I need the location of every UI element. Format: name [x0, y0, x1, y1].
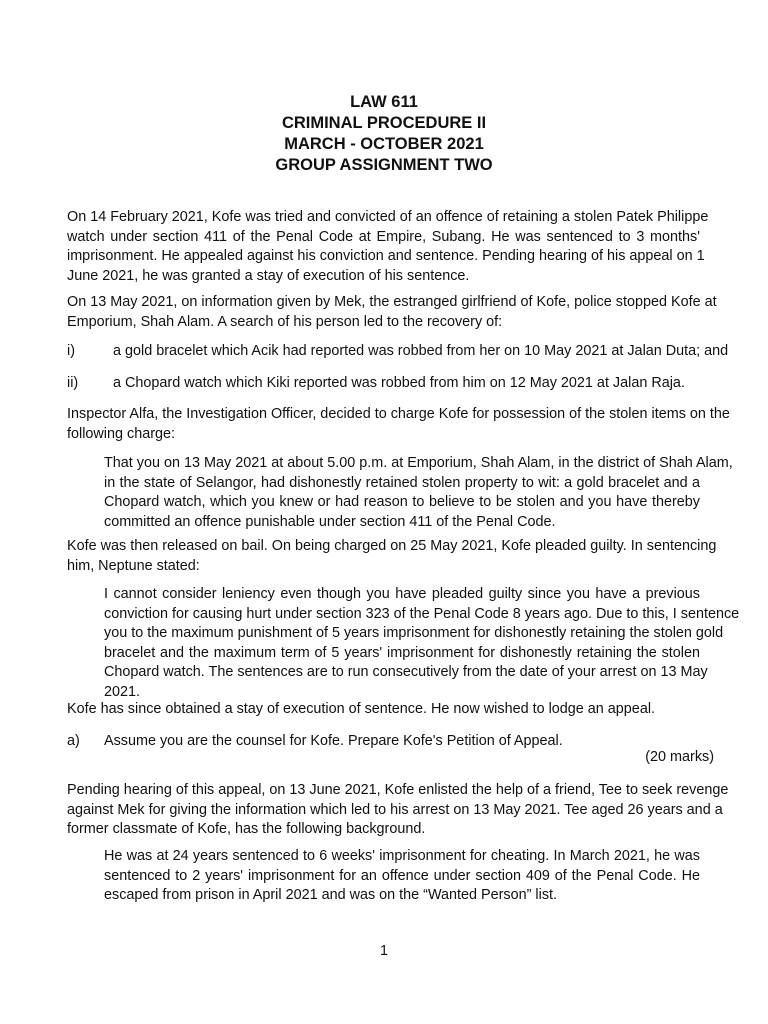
item-ii-label: ii) — [67, 375, 79, 391]
text-line: Kofe was then released on bail. On being charged on 25 May 2021, Kofe pleaded guilty. In sentencing — [67, 538, 717, 554]
text-line: committed an offence punishable under section 411 of the Penal Code. — [104, 513, 556, 530]
text-line: you to the maximum punishment of 5 years imprisonment for dishonestly retaining the stolen gold — [104, 625, 724, 642]
text-line: Emporium, Shah Alam. A search of his person led to the recovery of: — [67, 313, 503, 330]
paragraph-stay-of-execution: Kofe has since obtained a stay of execution of sentence. He now wished to lodge an appeal. — [67, 701, 656, 717]
tee-background — [104, 847, 700, 906]
page-number: 1 — [379, 943, 388, 959]
paragraph-facts — [67, 208, 709, 286]
text-line: conviction for causing hurt under section 323 of the Penal Code 8 years ago. Due to this, I sentence — [104, 605, 740, 622]
assignment-title: GROUP ASSIGNMENT TWO — [275, 156, 493, 174]
text-line: 2021. — [104, 683, 141, 700]
semester: MARCH - OCTOBER 2021 — [284, 135, 484, 153]
text-line: imprisonment. He appealed against his conviction and sentence. Pending hearing of his appeal on 1 — [67, 248, 705, 265]
text-line: sentenced to 2 years' imprisonment for an offence under section 409 of the Penal Code. He — [104, 867, 700, 884]
item-i-text: a gold bracelet which Acik had reported was robbed from her on 10 May 2021 at Jalan Duta; and — [113, 343, 729, 359]
charge-text — [104, 454, 733, 532]
text-line: Chopard watch. The sentences are to run consecutively from the date of your arrest on 13 May — [104, 664, 708, 681]
text-line: escaped from prison in April 2021 and was on the “Wanted Person” list. — [104, 887, 558, 904]
text-line: He was at 24 years sentenced to 6 weeks' imprisonment for cheating. In March 2021, he was — [104, 848, 700, 864]
text-line: in the state of Selangor, had dishonestly retained stolen property to wit: a gold bracelet and a — [104, 474, 700, 491]
question-a-marks: (20 marks) — [645, 749, 714, 765]
text-line: bracelet and the maximum term of 5 years' imprisonment for dishonestly retaining the stolen — [104, 644, 700, 661]
text-line: Pending hearing of this appeal, on 13 June 2021, Kofe enlisted the help of a friend, Tee to seek revenge — [67, 782, 729, 798]
course-code: LAW 611 — [350, 93, 418, 111]
paragraph-sentencing-intro — [67, 537, 717, 576]
text-line: watch under section 411 of the Penal Code at Empire, Subang. He was sentenced to 3 months' — [67, 228, 700, 245]
course-title: CRIMINAL PROCEDURE II — [281, 114, 487, 132]
assignment-heading — [0, 92, 768, 176]
paragraph-search — [67, 293, 717, 332]
text-line: I cannot consider leniency even though you have pleaded guilty since you have a previous — [104, 586, 700, 602]
text-line: Chopard watch, which you knew or had reason to believe to be stolen and you have thereby — [104, 494, 700, 511]
text-line: June 2021, he was granted a stay of execution of his sentence. — [67, 267, 470, 284]
item-i-label: i) — [67, 343, 75, 359]
text-line: following charge: — [67, 425, 175, 442]
text-line: On 13 May 2021, on information given by Mek, the estranged girlfriend of Kofe, police stopped Kofe at — [67, 294, 717, 310]
text-line: former classmate of Kofe, has the following background. — [67, 821, 426, 838]
question-a-text: Assume you are the counsel for Kofe. Prepare Kofe's Petition of Appeal. — [104, 733, 563, 749]
paragraph-charge-intro — [67, 405, 730, 444]
text-line: against Mek for giving the information which led to his arrest on 13 May 2021. Tee aged 26 years and a — [67, 801, 723, 818]
text-line: him, Neptune stated: — [67, 557, 200, 574]
item-ii-text: a Chopard watch which Kiki reported was robbed from him on 12 May 2021 at Jalan Raja. — [113, 375, 685, 391]
text-line: That you on 13 May 2021 at about 5.00 p.m. at Emporium, Shah Alam, in the district of Shah Alam, — [104, 455, 733, 471]
text-line: Inspector Alfa, the Investigation Officer, decided to charge Kofe for possession of the stolen items on the — [67, 406, 730, 422]
text-line: On 14 February 2021, Kofe was tried and convicted of an offence of retaining a stolen Patek Philippe — [67, 209, 709, 225]
paragraph-revenge — [67, 781, 729, 840]
question-a-label: a) — [67, 733, 80, 749]
sentencing-quote — [104, 585, 740, 703]
